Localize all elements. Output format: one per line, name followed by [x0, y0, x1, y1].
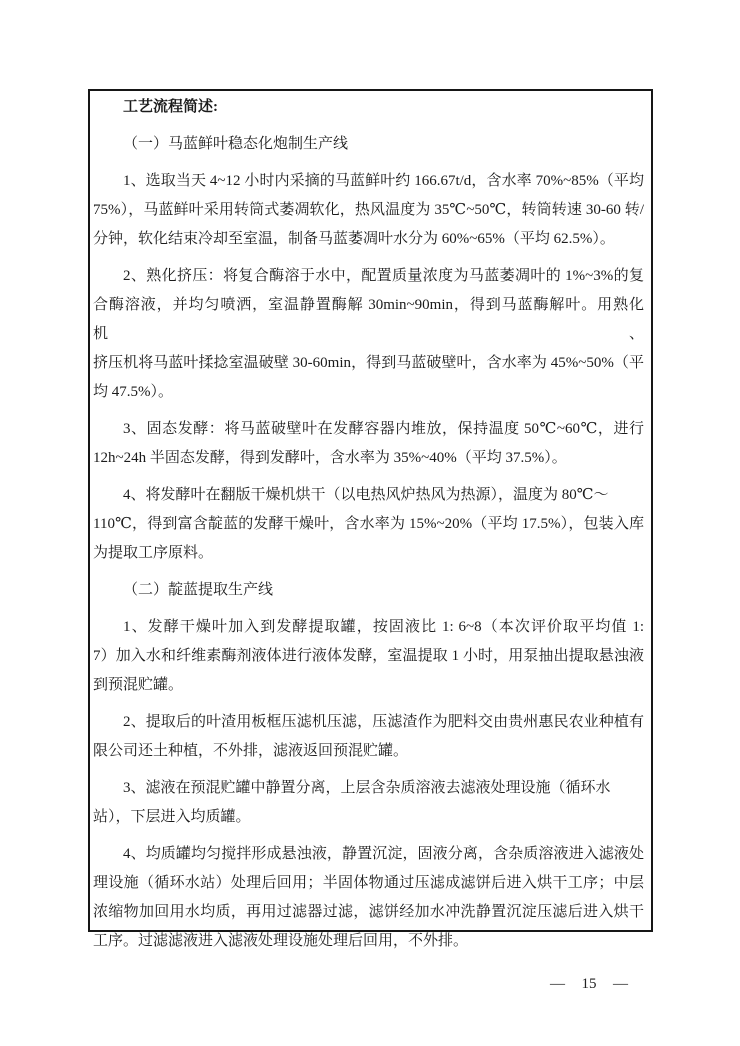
text-line: 1、发酵干燥叶加入到发酵提取罐，按固液比 1: 6~8（本次评价取平均值 1: [123, 619, 644, 635]
text-line: 为提取工序原料。 [93, 545, 214, 561]
paragraph-numbered [93, 840, 644, 956]
paragraph-numbered [93, 708, 644, 766]
page-number: 15 [581, 976, 597, 992]
paragraph-heading [93, 93, 644, 122]
text-line: 2、提取后的叶渣用板框压滤机压滤，压滤渣作为肥料交由贵州惠民农业种植有 [123, 714, 644, 730]
text-line: 挤压机将马蓝叶揉捻室温破壁 30-60min，得到马蓝破壁叶，含水率为 45%~50%（平 [93, 355, 644, 371]
text-line: 7）加入水和纤维素酶剂液体进行液体发酵，室温提取 1 小时，用泵抽出提取悬浊液 [93, 648, 644, 664]
text-line: 分钟，软化结束冷却至室温，制备马蓝萎凋叶水分为 60%~65%（平均 62.5%）。 [93, 231, 615, 247]
text-line: 110℃，得到富含靛蓝的发酵干燥叶，含水率为 15%~20%（平均 17.5%），包装入库 [93, 516, 644, 532]
text-line: 1、选取当天 4~12 小时内采摘的马蓝鲜叶约 166.67t/d，含水率 70%~85%（平均 [123, 173, 644, 189]
text-line: 12h~24h 半固态发酵，得到发酵叶，含水率为 35%~40%（平均 37.5%）。 [93, 450, 567, 466]
paragraph-section [93, 130, 644, 159]
text-line: 4、均质罐均匀搅拌形成悬浊液，静置沉淀，固液分离，含杂质溶液进入滤液处 [123, 846, 644, 862]
paragraph-numbered [93, 774, 644, 832]
text-line: 浓缩物加回用水均质，再用过滤器过滤，滤饼经加水冲洗静置沉淀压滤后进入烘干 [93, 904, 644, 920]
text-line: 站），下层进入均质罐。 [93, 809, 251, 825]
text-line: 到预混贮罐。 [93, 677, 184, 693]
text-line: 合酶溶液，并均匀喷洒，室温静置酶解 30min~90min，得到马蓝酶解叶。用熟化机、 [93, 297, 644, 342]
text-line: 3、滤液在预混贮罐中静置分离，上层含杂质溶液去滤液处理设施（循环水 [123, 780, 611, 796]
paragraph-numbered [93, 481, 644, 568]
text-line: 4、将发酵叶在翻版干燥机烘干（以电热风炉热风为热源），温度为 80℃～ [123, 487, 609, 503]
content-box [88, 89, 653, 949]
page-footer [550, 974, 628, 994]
text-line: 理设施（循环水站）处理后回用；半固体物通过压滤成滤饼后进入烘干工序；中层 [93, 875, 644, 891]
paragraph-numbered [93, 415, 644, 473]
text-line: 75%），马蓝鲜叶采用转筒式萎凋软化，热风温度为 35℃~50℃，转筒转速 30-60 转/ [93, 202, 644, 218]
paragraph-section [93, 576, 644, 605]
text-line: 3、固态发酵：将马蓝破壁叶在发酵容器内堆放，保持温度 50℃~60℃，进行 [123, 421, 644, 437]
paragraph-numbered [93, 262, 644, 407]
footer-dash-right: — [613, 976, 628, 992]
footer-dash-left: — [550, 976, 565, 992]
paragraph-numbered [93, 167, 644, 254]
text-line: 限公司还土种植，不外排，滤液返回预混贮罐。 [93, 743, 409, 759]
text-line: 均 47.5%）。 [93, 384, 173, 400]
paragraph-numbered [93, 613, 644, 700]
text-line: （二）靛蓝提取生产线 [123, 582, 274, 598]
text-line: （一）马蓝鲜叶稳态化炮制生产线 [123, 136, 349, 152]
text-line: 工艺流程简述: [123, 99, 218, 115]
text-line: 工序。过滤滤液进入滤液处理设施处理后回用，不外排。 [93, 933, 469, 949]
text-line: 2、熟化挤压：将复合酶溶于水中，配置质量浓度为马蓝萎凋叶的 1%~3%的复 [123, 268, 644, 284]
paragraphs [93, 93, 644, 956]
